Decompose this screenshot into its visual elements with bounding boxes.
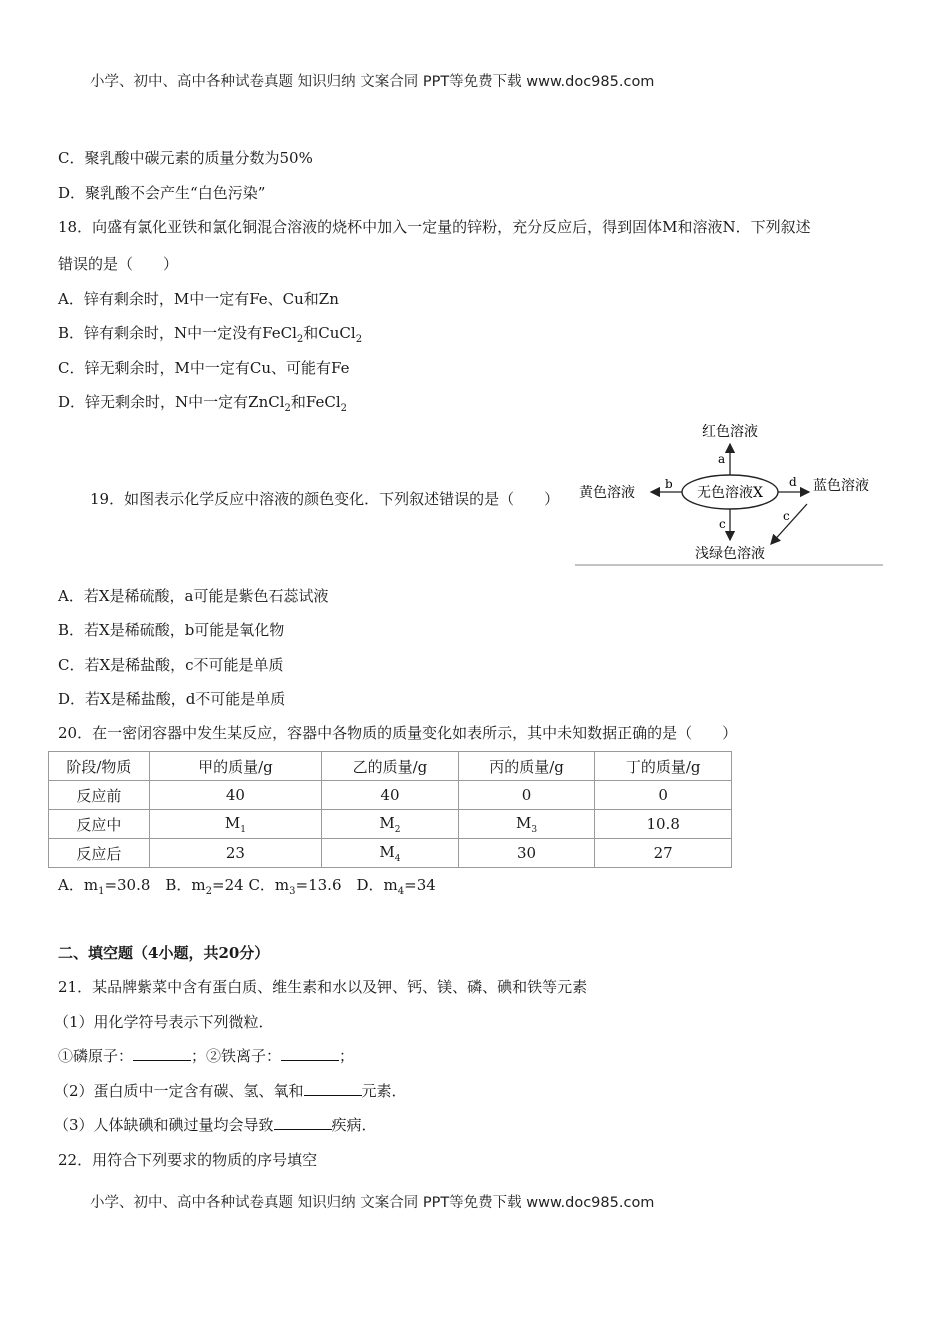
blank-iron-ion[interactable] — [281, 1046, 339, 1061]
table-cell — [322, 839, 459, 868]
subscript: 2 — [340, 403, 348, 414]
q19-option-a: A．若X是稀硫酸，a可能是紫色石蕊试液 — [58, 587, 329, 605]
table-row — [49, 781, 732, 810]
subscript: 2 — [296, 334, 304, 345]
subscript: 3 — [289, 886, 296, 897]
table-row — [49, 810, 732, 839]
table-cell: 40 — [322, 781, 459, 810]
page-header: 小学、初中、高中各种试卷真题 知识归纳 文案合同 PPT等免费下载 www.doc985.com — [90, 74, 655, 90]
q21-part2 — [54, 1080, 407, 1101]
q20-opt-text: =24 C．m — [212, 876, 290, 894]
blank-protein-element[interactable] — [304, 1081, 362, 1096]
q20-opt-text: =13.6 D．m — [295, 876, 398, 894]
table-cell — [149, 810, 321, 839]
q21-text: （2）蛋白质中一定含有碳、氢、氧和 — [54, 1082, 304, 1100]
q20-opt-text: =30.8 B．m — [104, 876, 206, 894]
table-header-cell: 丙的质量/g — [458, 752, 595, 781]
q18-option-a: A．锌有剩余时，M中一定有Fe、Cu和Zn — [58, 290, 339, 308]
q21-text: ； — [339, 1047, 355, 1065]
table-header-cell: 丁的质量/g — [595, 752, 732, 781]
cell-var: M — [379, 813, 395, 832]
label-d: d — [789, 475, 797, 489]
cell-var: M — [224, 813, 241, 832]
q20-opt-text: A．m — [58, 876, 99, 894]
q19-option-b: B．若X是稀硫酸，b可能是氧化物 — [58, 621, 285, 639]
color-change-diagram — [575, 420, 883, 566]
q21-text: ；②铁离子： — [191, 1047, 282, 1065]
label-a: a — [718, 452, 726, 466]
subscript: 1 — [240, 824, 246, 835]
table-cell: 0 — [595, 781, 732, 810]
table-header-row — [49, 752, 732, 781]
q20-opt-text: =34 — [404, 876, 436, 894]
subscript: 3 — [531, 824, 538, 835]
table-cell: 27 — [595, 839, 732, 868]
q19-option-d: D．若X是稀盐酸，d不可能是单质 — [58, 690, 286, 708]
blank-phosphorus-atom[interactable] — [133, 1046, 191, 1061]
section-title: 二、填空题（4小题，共20分） — [58, 944, 270, 962]
q17-option-c: C．聚乳酸中碳元素的质量分数为50% — [58, 149, 313, 167]
subscript: 4 — [397, 886, 405, 897]
center-label: 无色溶液X — [697, 485, 763, 501]
q18-option-d-text1: D．锌无剩余时，N中一定有ZnCl — [58, 393, 285, 411]
q20-stem: 20．在一密闭容器中发生某反应，容器中各物质的质量变化如表所示，其中未知数据正确的是（ ） — [58, 724, 738, 742]
subscript: 2 — [284, 403, 291, 414]
q18-option-d — [58, 391, 347, 414]
q18-stem-line2: 错误的是（ ） — [58, 255, 179, 273]
table-cell: 30 — [458, 839, 595, 868]
subscript: 2 — [355, 334, 363, 345]
table-cell: 反应前 — [49, 781, 150, 810]
table-header-cell: 阶段/物质 — [49, 752, 150, 781]
q21-text: 疾病． — [331, 1116, 377, 1134]
table-cell: 反应后 — [49, 839, 150, 868]
q21-part1: （1）用化学符号表示下列微粒． — [54, 1013, 274, 1031]
q21-text: 元素． — [361, 1082, 407, 1100]
q21-text: ①磷原子： — [58, 1047, 134, 1065]
page-footer: 小学、初中、高中各种试卷真题 知识归纳 文案合同 PPT等免费下载 www.doc985.com — [90, 1195, 655, 1211]
bottom-label: 浅绿色溶液 — [695, 546, 765, 562]
q18-option-b-text2: 和CuCl — [303, 324, 356, 342]
table-cell: 23 — [149, 839, 321, 868]
q22-stem: 22．用符合下列要求的物质的序号填空 — [58, 1151, 318, 1169]
table-header-cell: 甲的质量/g — [149, 752, 321, 781]
q17-option-d: D．聚乳酸不会产生“白色污染” — [58, 184, 266, 202]
table-cell: 0 — [458, 781, 595, 810]
q21-part3 — [54, 1114, 377, 1135]
q21-text: （3）人体缺碘和碘过量均会导致 — [54, 1116, 274, 1134]
table-cell: 反应中 — [49, 810, 150, 839]
table-cell: 10.8 — [595, 810, 732, 839]
subscript: 4 — [394, 853, 401, 864]
q19-option-c: C．若X是稀盐酸，c不可能是单质 — [58, 656, 284, 674]
subscript: 2 — [205, 886, 213, 897]
left-label: 黄色溶液 — [579, 485, 635, 501]
q18-option-d-text2: 和FeCl — [290, 393, 341, 411]
table-header-cell: 乙的质量/g — [322, 752, 459, 781]
subscript: 2 — [394, 824, 401, 835]
q19-stem: 19．如图表示化学反应中溶液的颜色变化．下列叙述错误的是（ ） — [90, 490, 560, 508]
q18-option-b — [58, 322, 362, 345]
q18-stem-line1: 18．向盛有氯化亚铁和氯化铜混合溶液的烧杯中加入一定量的锌粉，充分反应后，得到固体M和溶液N．下列叙述 — [58, 218, 811, 236]
subscript: 1 — [98, 886, 105, 897]
blank-disease[interactable] — [274, 1115, 332, 1130]
table-cell: 40 — [149, 781, 321, 810]
top-label: 红色溶液 — [702, 424, 758, 440]
label-b: b — [665, 477, 673, 491]
label-c: c — [719, 517, 726, 531]
table-row — [49, 839, 732, 868]
cell-var: M — [516, 813, 532, 832]
right-label: 蓝色溶液 — [813, 478, 869, 494]
label-c-diagonal: c — [783, 509, 790, 523]
mass-change-table — [48, 751, 732, 868]
q18-option-c: C．锌无剩余时，M中一定有Cu、可能有Fe — [58, 359, 350, 377]
cell-var: M — [379, 842, 395, 861]
q20-options — [58, 874, 436, 897]
table-cell — [458, 810, 595, 839]
q18-option-b-text1: B．锌有剩余时，N中一定没有FeCl — [58, 324, 297, 342]
diagram-svg — [575, 420, 883, 566]
q21-stem: 21．某品牌紫菜中含有蛋白质、维生素和水以及钾、钙、镁、磷、碘和铁等元素 — [58, 978, 588, 996]
table-cell — [322, 810, 459, 839]
q21-part1-fill — [58, 1045, 354, 1066]
